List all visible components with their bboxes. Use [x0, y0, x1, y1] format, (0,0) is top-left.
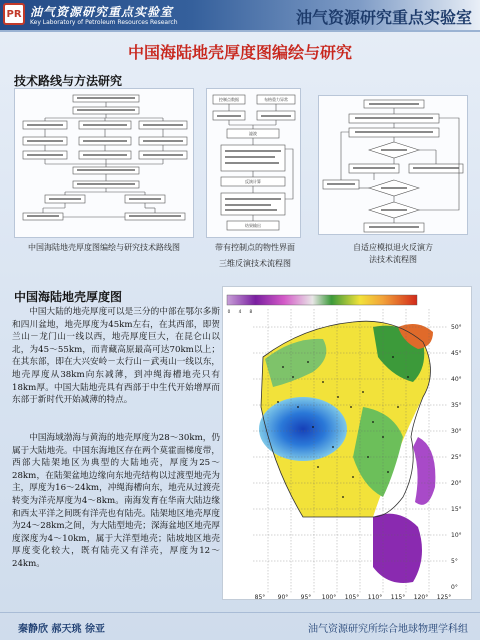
flow2-bouguer: 布格重力异常 [264, 97, 288, 102]
flow2-control-point: 控制点数据 [219, 97, 239, 102]
lab-title: 油气资源研究重点实验室 [295, 8, 472, 27]
caption-annealing-line1: 自适应模拟退火反演方 [353, 243, 433, 252]
longitude-label: 85° [254, 594, 266, 601]
latitude-label: 0° [451, 584, 458, 591]
flow2-output: 结果输出 [245, 223, 261, 228]
header-divider [0, 30, 480, 32]
authors: 秦静欣 郝天珧 徐亚 [18, 624, 105, 635]
paragraph-marine-crust: 中国海域渤海与黄海的地壳厚度为28～30km，仍属于大陆地壳。中国东海地区存在两个莫霍面梯度带，西部大陆架地区为典型的大陆地壳，厚度为25～28km，在陆架盆地边缘向东地壳结构以过渡型地壳为主，厚度为16～24km，冲绳海槽向东，地壳从过渡壳转变为洋壳厚度为4～8km。南海发育在华南大陆边缘和西太平洋之间既有洋壳也有陆壳。陆架地区地壳厚度为24～28km之间，为大陆型地壳；深海盆地区地壳厚度深度为4～10km，属于大洋型地壳；陆坡地区地壳厚度变化较大，既有陆壳又有洋壳，厚度为12～24km。 [12, 433, 220, 569]
longitude-label: 120° [413, 594, 429, 601]
colorbar [227, 295, 417, 305]
colorbar-tick: 8 [249, 309, 253, 314]
paragraph-continental-crust: 中国大陆的地壳厚度可以是三分的中部在鄂尔多斯和四川盆地，地壳厚度为45km左右，在其西部，即贺兰山－龙门山一线以西，地壳厚度巨大，在昆仑山以北，为45～55km，而青藏高原最高可达70km以上；在其东部，即在大兴安岭－太行山－武夷山一线以东，地壳厚度从38km向东减薄，到冲绳海槽地壳只有18km厚。中国大陆地壳具有西部于中生代开始增厚而东部于新时代开始减薄的特点。 [12, 307, 220, 406]
brand-english: Key Laboratory of Petroleum Resources Research [30, 19, 178, 26]
footer-divider [0, 612, 480, 613]
latitude-label: 45° [451, 350, 462, 357]
colorbar-tick: 4 [238, 309, 242, 314]
colorbar-tick: 0 [227, 309, 231, 314]
section-heading-map: 中国海陆地壳厚度图 [14, 290, 123, 304]
tibetan-plateau [259, 397, 347, 461]
logo-text: PR [6, 8, 22, 20]
flow2-inversion: 反演计算 [245, 179, 261, 184]
longitude-label: 90° [277, 594, 289, 601]
longitude-label: 95° [300, 594, 312, 601]
caption-inversion-line2: 三维反演技术流程图 [219, 259, 291, 268]
latitude-label: 5° [451, 558, 458, 565]
technical-route-flowchart [14, 88, 194, 238]
latitude-label: 10° [451, 532, 462, 539]
latitude-label: 30° [451, 428, 462, 435]
latitude-label: 20° [451, 480, 462, 487]
longitude-label: 115° [390, 594, 406, 601]
crustal-thickness-map [222, 286, 472, 600]
inversion-flowchart [206, 88, 301, 238]
latitude-label: 25° [451, 454, 462, 461]
brand-chinese: 油气资源研究重点实验室 [30, 5, 174, 19]
caption-technical-route: 中国海陆地壳厚度图编绘与研究技术路线图 [28, 243, 180, 252]
lab-logo [3, 3, 25, 25]
longitude-label: 100° [321, 594, 337, 601]
header-banner [0, 0, 480, 30]
latitude-label: 40° [451, 376, 462, 383]
research-group: 油气资源研究所综合地球物理学科组 [308, 624, 468, 635]
latitude-label: 15° [451, 506, 462, 513]
longitude-label: 110° [367, 594, 383, 601]
south-china-sea-purple [373, 514, 422, 583]
caption-inversion-line1: 带有控制点的物性界面 [215, 243, 295, 252]
longitude-label: 125° [436, 594, 452, 601]
latitude-label: 50° [451, 324, 462, 331]
latitude-label: 35° [451, 402, 462, 409]
longitude-label: 105° [344, 594, 360, 601]
annealing-flowchart [318, 95, 468, 235]
flow2-filter: 滤波 [249, 131, 257, 136]
poster-title: 中国海陆地壳厚度图编绘与研究 [127, 43, 352, 62]
section-heading-method: 技术路线与方法研究 [14, 74, 123, 88]
caption-annealing-line2: 法技术流程图 [369, 255, 417, 264]
